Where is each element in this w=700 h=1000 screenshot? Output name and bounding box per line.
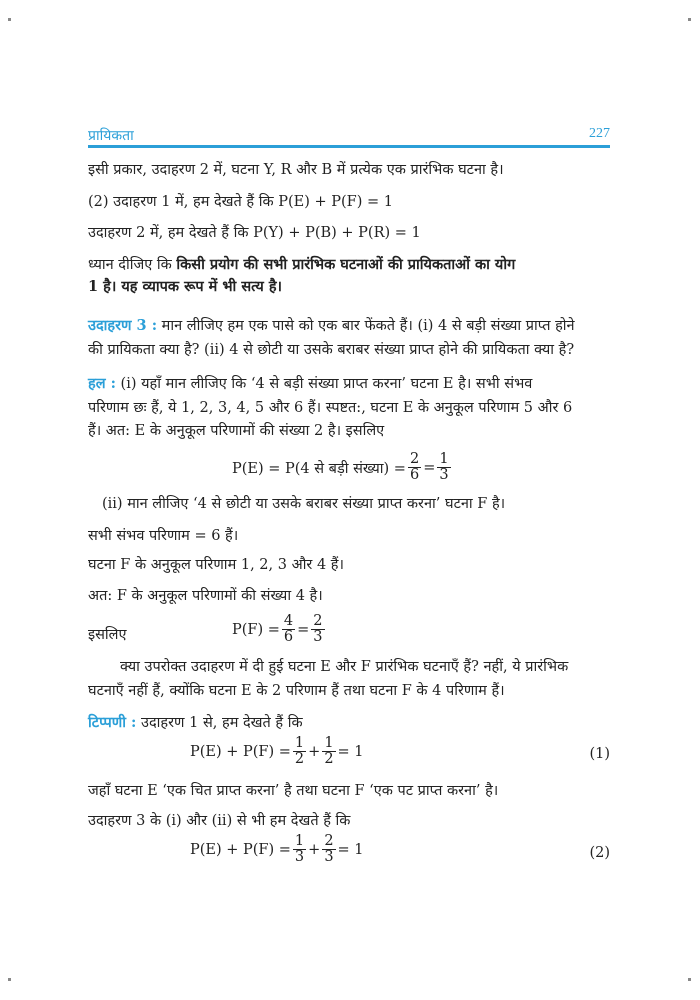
equation-2	[190, 834, 364, 865]
equation-pf	[232, 614, 327, 645]
numerator: 1	[294, 833, 305, 849]
numerator: 2	[409, 451, 420, 467]
crop-mark	[8, 978, 11, 981]
denominator: 2	[294, 751, 305, 767]
solution-label: हल :	[88, 375, 116, 392]
chapter-title: प्रायिकता	[88, 128, 134, 144]
page-number: 227	[589, 126, 610, 141]
crop-mark	[688, 978, 691, 981]
fraction	[437, 452, 450, 483]
fraction	[408, 452, 421, 483]
text-line: जहाँ घटना E ‘एक चित प्राप्त करना’ है तथा घटना F ‘एक पट प्राप्त करना’ है।	[88, 783, 499, 799]
example-3-text: मान लीजिए हम एक पासे को एक बार फेंकते हैं। (i) 4 से बड़ी संख्या प्राप्त होने	[161, 318, 575, 334]
denominator: 3	[324, 849, 334, 865]
numerator: 1	[324, 735, 334, 751]
equals-sign: =	[297, 621, 310, 638]
fraction	[293, 834, 306, 865]
fraction	[282, 614, 295, 645]
fraction	[311, 614, 324, 645]
equation-lhs: P(E) + P(F) =	[190, 743, 291, 760]
denominator: 6	[409, 467, 420, 483]
crop-mark	[688, 18, 691, 21]
text-line: घटनाएँ नहीं हैं, क्योंकि घटना E के 2 परिणाम हैं तथा घटना F के 4 परिणाम हैं।	[88, 683, 505, 699]
denominator: 3	[439, 467, 449, 483]
statement-bold-line: 1 है। यह व्यापक रूप में भी सत्य है।	[88, 278, 283, 295]
fraction	[293, 736, 306, 767]
numerator: 4	[283, 613, 294, 629]
equals-sign: =	[423, 459, 436, 476]
text-line: हैं। अत: E के अनुकूल परिणामों की संख्या 2 है। इसलिए	[88, 423, 385, 439]
text-line: (2) उदाहरण 1 में, हम देखते हैं कि P(E) + P(F) = 1	[88, 194, 393, 210]
text-line: सभी संभव परिणाम = 6 हैं।	[88, 528, 239, 544]
denominator: 2	[324, 751, 334, 767]
text-line: घटना F के अनुकूल परिणाम 1, 2, 3 और 4 हैं।	[88, 557, 344, 573]
solution-text: (i) यहाँ मान लीजिए कि ‘4 से बड़ी संख्या प्राप्त करना’ घटना E है। सभी संभव	[120, 376, 533, 392]
example-3-line	[88, 316, 575, 336]
denominator: 3	[313, 629, 323, 645]
plus-sign: +	[308, 841, 321, 858]
text-line: (ii) मान लीजिए ‘4 से छोटी या उसके बराबर संख्या प्राप्त करना’ घटना F है।	[102, 496, 506, 512]
equation-lhs: P(F) =	[232, 621, 280, 638]
statement-intro: ध्यान दीजिए कि	[88, 257, 172, 273]
header-rule	[88, 145, 610, 148]
numerator: 1	[439, 451, 449, 467]
denominator: 6	[283, 629, 294, 645]
fraction	[322, 736, 335, 767]
example-3-label: उदाहरण 3 :	[88, 317, 158, 334]
text-line: इसी प्रकार, उदाहरण 2 में, घटना Y, R और B में प्रत्येक एक प्रारंभिक घटना है।	[88, 162, 504, 178]
solution-line	[88, 374, 532, 394]
text-line: उदाहरण 2 में, हम देखते हैं कि P(Y) + P(B) + P(R) = 1	[88, 225, 421, 241]
denominator: 3	[294, 849, 305, 865]
numerator: 2	[324, 833, 334, 849]
text-line: की प्रायिकता क्या है? (ii) 4 से छोटी या उसके बराबर संख्या प्राप्त होने की प्रायिकता क्या है?	[88, 342, 575, 358]
numerator: 2	[313, 613, 323, 629]
statement-line	[88, 255, 515, 275]
text-line: क्या उपरोक्त उदाहरण में दी हुई घटना E और F प्रारंभिक घटनाएँ हैं? नहीं, ये प्रारंभिक	[120, 659, 569, 675]
equation-rhs: = 1	[337, 841, 364, 858]
equation-number: (1)	[589, 746, 610, 762]
statement-bold: किसी प्रयोग की सभी प्रारंभिक घटनाओं की प्रायिकताओं का योग	[176, 256, 516, 273]
equation-pe	[232, 452, 453, 483]
numerator: 1	[294, 735, 305, 751]
page-header	[88, 126, 610, 146]
text-line: इसलिए	[88, 627, 127, 643]
fraction	[322, 834, 335, 865]
note-text: उदाहरण 1 से, हम देखते हैं कि	[141, 715, 303, 731]
text-line: अत: F के अनुकूल परिणामों की संख्या 4 है।	[88, 588, 323, 604]
text-line: उदाहरण 3 के (i) और (ii) से भी हम देखते हैं कि	[88, 813, 351, 829]
equation-1	[190, 736, 364, 767]
text-line: परिणाम छः हैं, ये 1, 2, 3, 4, 5 और 6 हैं। स्पष्टत:, घटना E के अनुकूल परिणाम 5 और 6	[88, 400, 573, 416]
note-label: टिप्पणी :	[88, 714, 137, 731]
crop-mark	[8, 18, 11, 21]
equation-lhs: P(E) + P(F) =	[190, 841, 291, 858]
plus-sign: +	[308, 743, 321, 760]
note-line	[88, 713, 303, 733]
equation-lhs: P(E) = P(4 से बड़ी संख्या) =	[232, 460, 406, 477]
equation-rhs: = 1	[337, 743, 364, 760]
equation-number: (2)	[589, 845, 610, 861]
